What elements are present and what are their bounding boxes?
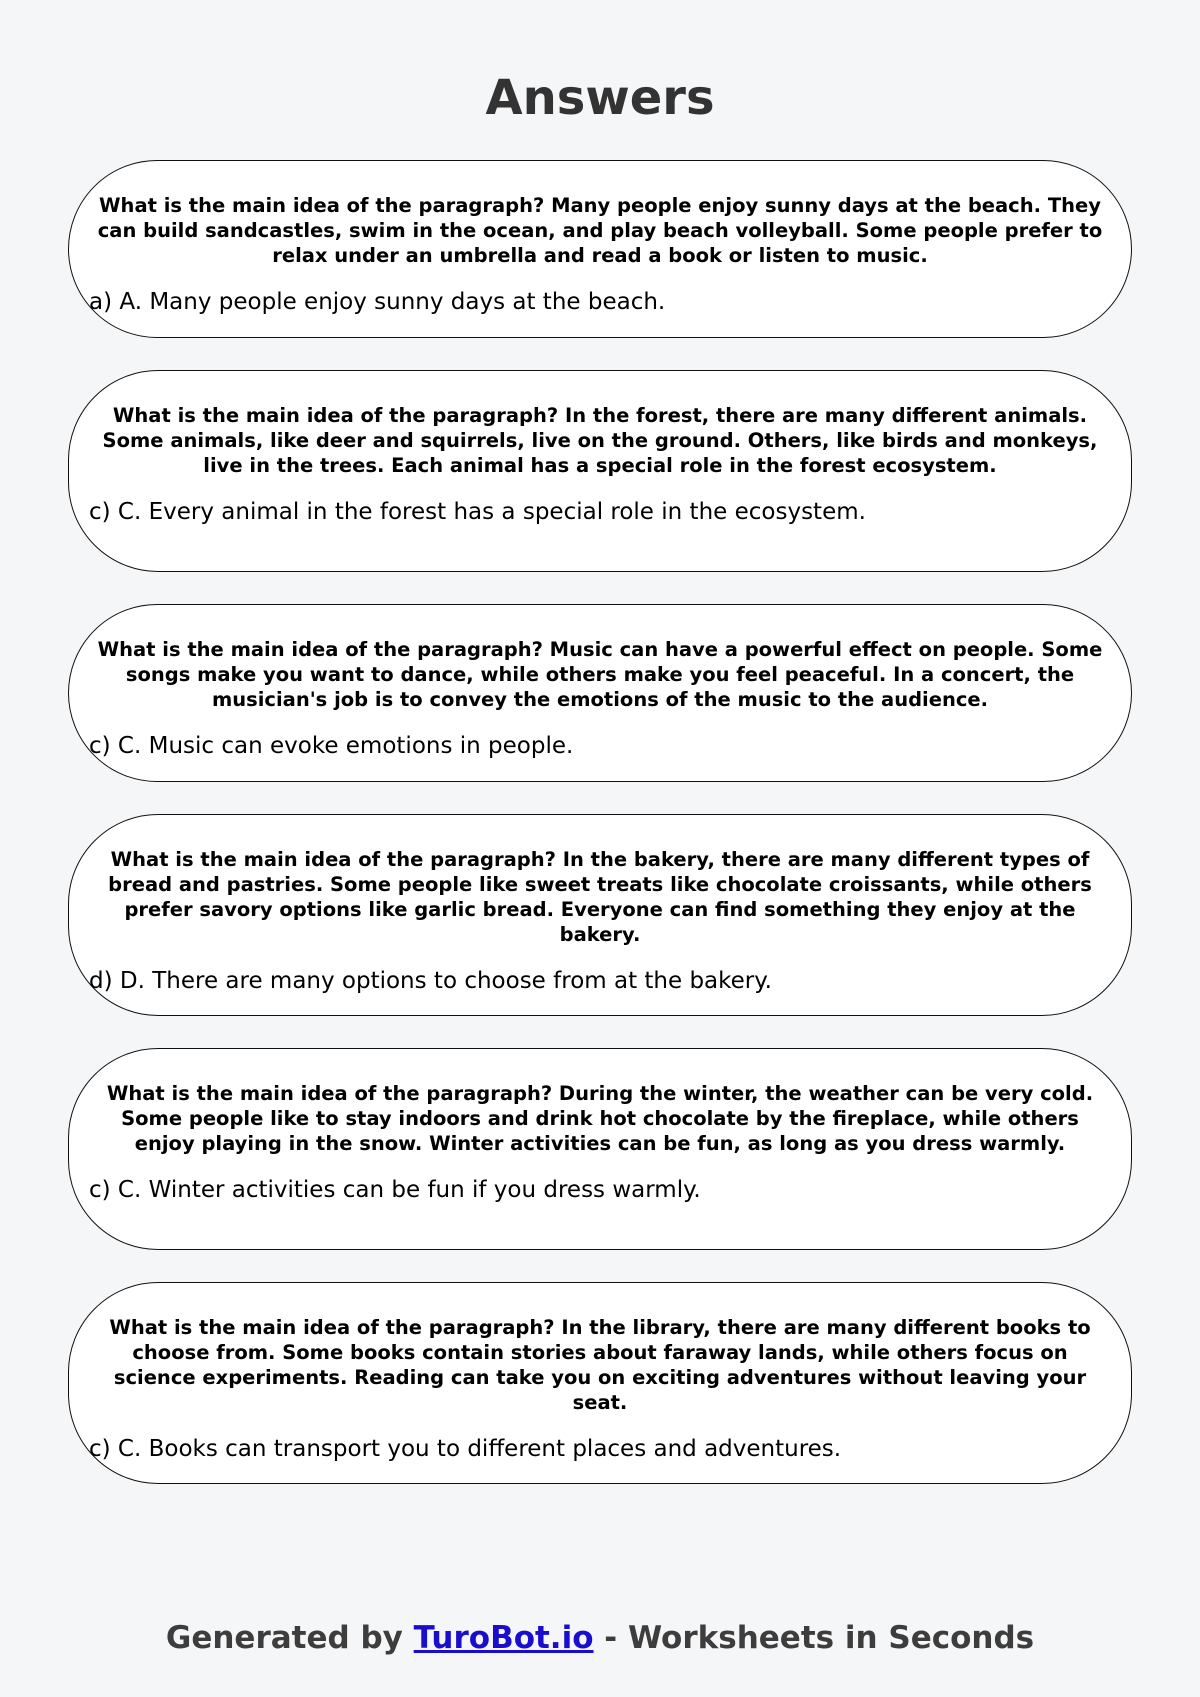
question-text: What is the main idea of the paragraph? In the forest, there are many different animals. Some animals, like deer and squirrels, live on the ground. Others, like birds and monkeys, live in the trees. Each animal has a special role in the forest ecosystem. (102, 404, 1098, 477)
answer-text: c) C. Music can evoke emotions in people. (89, 733, 574, 759)
answer-card (68, 1282, 1132, 1484)
answer-card (68, 604, 1132, 782)
question-text: What is the main idea of the paragraph? Many people enjoy sunny days at the beach. They can build sandcastles, swim in the ocean, and play beach volleyball. Some people prefer to relax under an umbrella and read a book or listen to music. (97, 194, 1103, 267)
footer (0, 1618, 1200, 1658)
page-title: Answers (485, 70, 715, 126)
answer-text: c) C. Winter activities can be fun if you dress warmly. (89, 1177, 701, 1203)
answer-text: c) C. Every animal in the forest has a special role in the ecosystem. (89, 499, 866, 525)
answer-card (68, 1048, 1132, 1250)
question-text: What is the main idea of the paragraph? During the winter, the weather can be very cold. Some people like to stay indoors and drink hot chocolate by the fireplace, while others enjoy playing in the snow. Winter activities can be fun, as long as you dress warmly. (106, 1082, 1094, 1155)
answer-text: c) C. Books can transport you to different places and adventures. (89, 1436, 842, 1462)
answer-text: a) A. Many people enjoy sunny days at the beach. (89, 289, 666, 315)
turobot-link[interactable]: TuroBot.io (413, 1620, 594, 1656)
footer-prefix: Generated by (165, 1620, 414, 1656)
question-text: What is the main idea of the paragraph? In the bakery, there are many different types of bread and pastries. Some people like sweet treats like chocolate croissants, while others prefer savory options like garlic bread. Everyone can find something they enjoy at the bakery. (108, 848, 1092, 946)
question-text: What is the main idea of the paragraph? Music can have a powerful effect on people. Some songs make you want to dance, while others make you feel peaceful. In a concert, the musician's job is to convey the emotions of the music to the audience. (97, 638, 1103, 711)
answer-card (68, 814, 1132, 1016)
answer-text: d) D. There are many options to choose from at the bakery. (89, 968, 772, 994)
answer-card (68, 370, 1132, 572)
answer-card (68, 160, 1132, 338)
question-text: What is the main idea of the paragraph? In the library, there are many different books to choose from. Some books contain stories about faraway lands, while others focus on science experiments. Reading can take you on exciting adventures without leaving your seat. (109, 1316, 1091, 1414)
footer-suffix: - Worksheets in Seconds (593, 1620, 1035, 1656)
